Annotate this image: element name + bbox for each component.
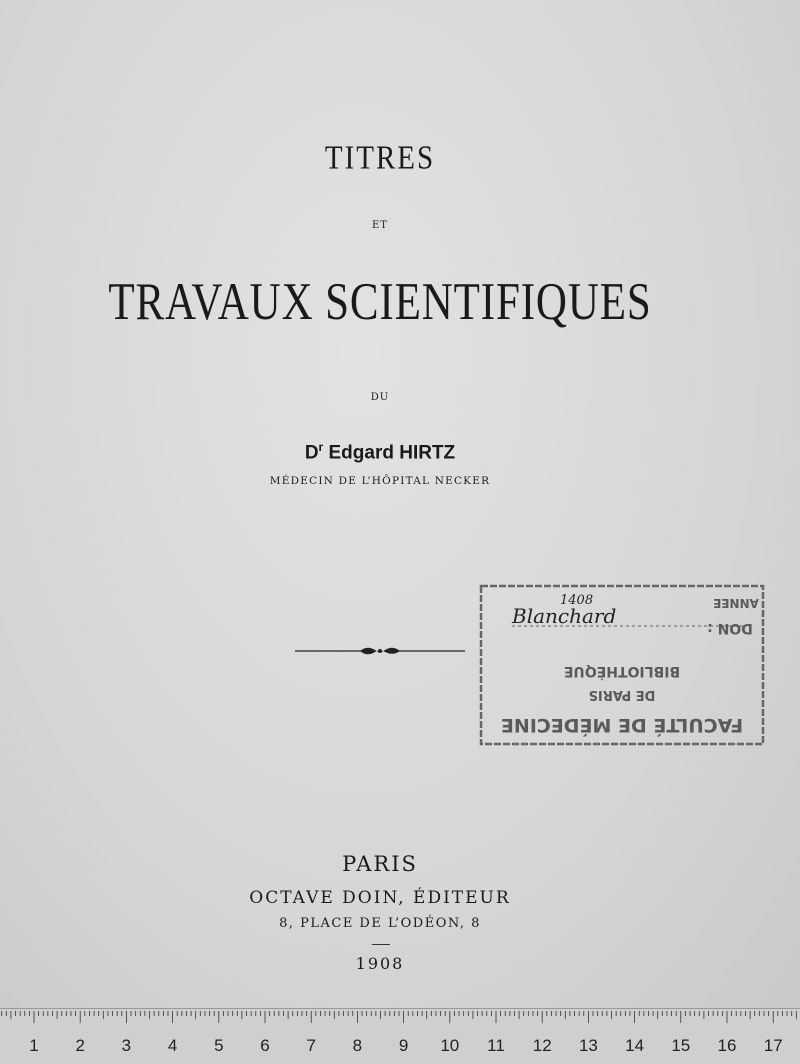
- connector-et: ET: [372, 220, 388, 231]
- ruler-ticks: [2, 1011, 797, 1023]
- ruler-number: 16: [717, 1036, 737, 1055]
- stamp-line-library: BIBLIOTHÈQUE: [563, 663, 681, 679]
- author-name-text: Edgard HIRTZ: [328, 442, 456, 464]
- author-name: [0, 440, 760, 464]
- publication-city: PARIS: [342, 852, 418, 876]
- publisher-address: 8, PLACE DE L’ODÉON, 8: [279, 916, 481, 931]
- ruler-number: 8: [352, 1036, 363, 1055]
- stamp-line-don: DON :: [707, 620, 753, 636]
- ornament-divider: [295, 641, 465, 661]
- ruler-numbers: [29, 1036, 782, 1055]
- stamp-line-faculty: FACULTÉ DE MÉDECINE: [500, 714, 744, 736]
- title-top: TITRES: [324, 139, 436, 177]
- main-title: TRAVAUX SCIENTIFIQUES: [108, 271, 652, 331]
- ruler-number: 4: [167, 1036, 178, 1055]
- author-role: MÉDECIN DE L’HÔPITAL NECKER: [269, 475, 491, 487]
- library-stamp: [478, 583, 766, 747]
- author-prefix: D: [304, 442, 319, 464]
- publisher: OCTAVE DOIN, ÉDITEUR: [249, 888, 511, 908]
- ruler-number: 9: [398, 1036, 409, 1055]
- ruler-number: 7: [306, 1036, 316, 1055]
- stamp-line-paris: DE PARIS: [588, 687, 656, 702]
- ruler-number: 10: [440, 1036, 460, 1055]
- ruler-number: 13: [578, 1036, 598, 1055]
- ruler-number: 17: [763, 1036, 783, 1055]
- ruler-number: 15: [671, 1036, 691, 1055]
- ruler-number: 1: [29, 1036, 39, 1055]
- ruler-number: 2: [75, 1036, 85, 1055]
- connector-du: DU: [370, 392, 390, 403]
- stamp-handwritten-number: 1408: [560, 593, 594, 608]
- ruler-number: 14: [625, 1036, 645, 1055]
- ruler-number: 5: [214, 1036, 224, 1055]
- stamp-line-annee: ANNEE: [713, 596, 759, 610]
- ruler-number: 3: [121, 1036, 132, 1055]
- divider-dash: [372, 944, 390, 945]
- ruler-number: 6: [260, 1036, 270, 1055]
- ruler-number: 11: [487, 1036, 505, 1055]
- stamp-handwritten-name: Blanchard: [512, 604, 617, 628]
- ruler-number: 12: [532, 1036, 552, 1055]
- publication-year: 1908: [355, 954, 405, 973]
- measuring-ruler: [0, 1008, 800, 1064]
- author-prefix-sup: r: [318, 440, 324, 454]
